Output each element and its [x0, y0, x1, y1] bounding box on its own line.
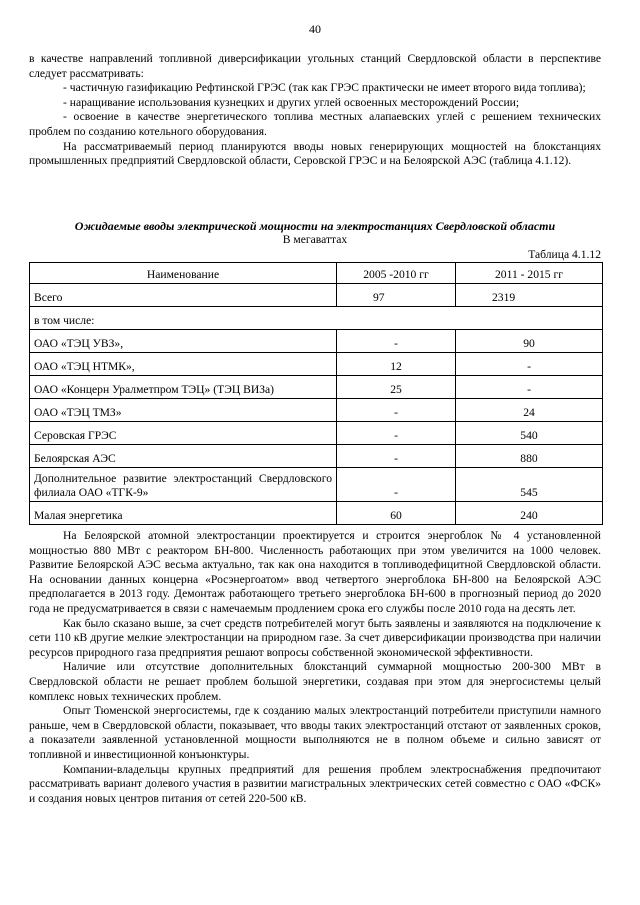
- table-header-row: [30, 263, 603, 284]
- intro-paragraph: в качестве направлений топливной диверсификации угольных станций Свердловской области в перспективе следует рассматривать:: [29, 52, 601, 80]
- row-name: ОАО «ТЭЦ УВЗ»,: [30, 330, 337, 353]
- row-name: ОАО «ТЭЦ НТМК»,: [30, 353, 337, 376]
- row-value-2005-2010: 12: [337, 353, 456, 376]
- table-row: [30, 502, 603, 525]
- row-name: Дополнительное развитие электростанций Свердловского филиала ОАО «ТГК-9»: [30, 468, 337, 502]
- table-row: [30, 376, 603, 399]
- power-input-table: [29, 262, 603, 525]
- table-row: [30, 399, 603, 422]
- page-number: 40: [309, 22, 321, 36]
- header-period-2: 2011 - 2015 гг: [456, 263, 603, 284]
- body-paragraph: Как было сказано выше, за счет средств потребителей могут быть заявлены и заявляются на подключение к сети 110 кВ другие мелкие электростанции на природном газе. За счет диверсификации производства при наличии ресурсов природного газа предприятия решают вопросы собственной экономической эффективности.: [29, 616, 601, 659]
- row-value-2011-2015: 545: [456, 468, 603, 502]
- intro-list-item: - наращивание использования кузнецких и других углей освоенных месторождений России;: [63, 95, 520, 109]
- row-name: в том числе:: [30, 307, 603, 330]
- intro-paragraph: На рассматриваемый период планируются вводы новых генерирующих мощностей на блокстанциях промышленных предприятий Свердловской области, Серовской ГРЭС и на Белоярской АЭС (таблица 4.1.12).: [29, 139, 601, 168]
- intro-list-item: - частичную газификацию Рефтинской ГРЭС (так как ГРЭС практически не имеет второго вида топлива);: [63, 81, 586, 95]
- table-row: [30, 284, 603, 307]
- body-section: [29, 529, 601, 806]
- row-name: ОАО «ТЭЦ ТМЗ»: [30, 399, 337, 422]
- row-value-2011-2015: 90: [456, 330, 603, 353]
- row-value-2005-2010: 25: [337, 376, 456, 399]
- row-name: Малая энергетика: [30, 502, 337, 525]
- row-name: Серовская ГРЭС: [30, 422, 337, 445]
- table-row: [30, 353, 603, 376]
- table-title: Ожидаемые вводы электрической мощности на электростанциях Свердловской области: [74, 219, 556, 233]
- row-name: Белоярская АЭС: [30, 445, 337, 468]
- table-row: [30, 445, 603, 468]
- table-row: [30, 422, 603, 445]
- table-units: В мегаваттах: [282, 233, 348, 246]
- row-value-2005-2010: -: [337, 445, 456, 468]
- body-paragraph: Компании-владельцы крупных предприятий для решения проблем электроснабжения предпочитают рассматривать вариант долевого участия в развитии магистральных электрических сетей совместно с ОАО «ФСК» и создания новых центров питания от сетей 220-500 кВ.: [29, 762, 601, 805]
- row-value-2011-2015: -: [456, 376, 603, 399]
- body-paragraph: Наличие или отсутствие дополнительных блокстанций суммарной мощностью 200-300 МВт в Свердловской области не решает проблем большой энергетики, создавая при этом для энергосистемы целый комплекс новых технических проблем.: [29, 660, 601, 703]
- table-row: [30, 330, 603, 353]
- row-value-2005-2010: -: [337, 468, 456, 502]
- intro-section: [29, 52, 601, 169]
- row-value-2005-2010: 60: [337, 502, 456, 525]
- body-paragraph: Опыт Тюменской энергосистемы, где к созданию малых электростанций потребители приступили намного раньше, чем в Свердловской области, показывает, что вводы таких электростанций отстают от заявленных сроков, а показатели заявленной установленной мощности выполняются не в полном объеме и сильно зависят от топливной и инвестиционной конъюнктуры.: [29, 704, 601, 761]
- row-value-2011-2015: 540: [456, 422, 603, 445]
- row-value-2011-2015: 880: [456, 445, 603, 468]
- row-value-2011-2015: 24: [456, 399, 603, 422]
- intro-list-item: - освоение в качестве энергетического топлива местных алапаевских углей с решением технических проблем по созданию котельного оборудования.: [29, 110, 601, 138]
- row-value-2011-2015: -: [456, 353, 603, 376]
- row-value-2005-2010: 97: [337, 284, 456, 307]
- row-value-2005-2010: -: [337, 399, 456, 422]
- table-row: [30, 468, 603, 502]
- table-row: [30, 307, 603, 330]
- row-name: ОАО «Концерн Уралметпром ТЭЦ» (ТЭЦ ВИЗа): [30, 376, 337, 399]
- row-value-2011-2015: 2319: [456, 284, 603, 307]
- body-paragraph: На Белоярской атомной электростанции проектируется и строится энергоблок № 4 установленной мощностью 880 МВт с реактором БН-800. Численность работающих при этом увеличится на 1000 человек. Развитие Белоярской АЭС весьма актуально, так как она находится в топливодефицитной Свердловской области. На основании данных концерна «Росэнергоатом» ввод четвертого энергоблока БН-800 на Белоярской АЭС предполагается в 2013 году. Демонтаж работающего третьего энергоблока БН-600 в прогнозный период до 2020 года не предусматривается в связи с намечаемым продлением срока его службы после 2010 года на десять лет.: [29, 529, 601, 615]
- header-name: Наименование: [30, 263, 337, 284]
- row-value-2005-2010: -: [337, 330, 456, 353]
- row-name: Всего: [30, 284, 337, 307]
- header-period-1: 2005 -2010 гг: [337, 263, 456, 284]
- table-label: Таблица 4.1.12: [528, 248, 601, 261]
- row-value-2005-2010: -: [337, 422, 456, 445]
- row-value-2011-2015: 240: [456, 502, 603, 525]
